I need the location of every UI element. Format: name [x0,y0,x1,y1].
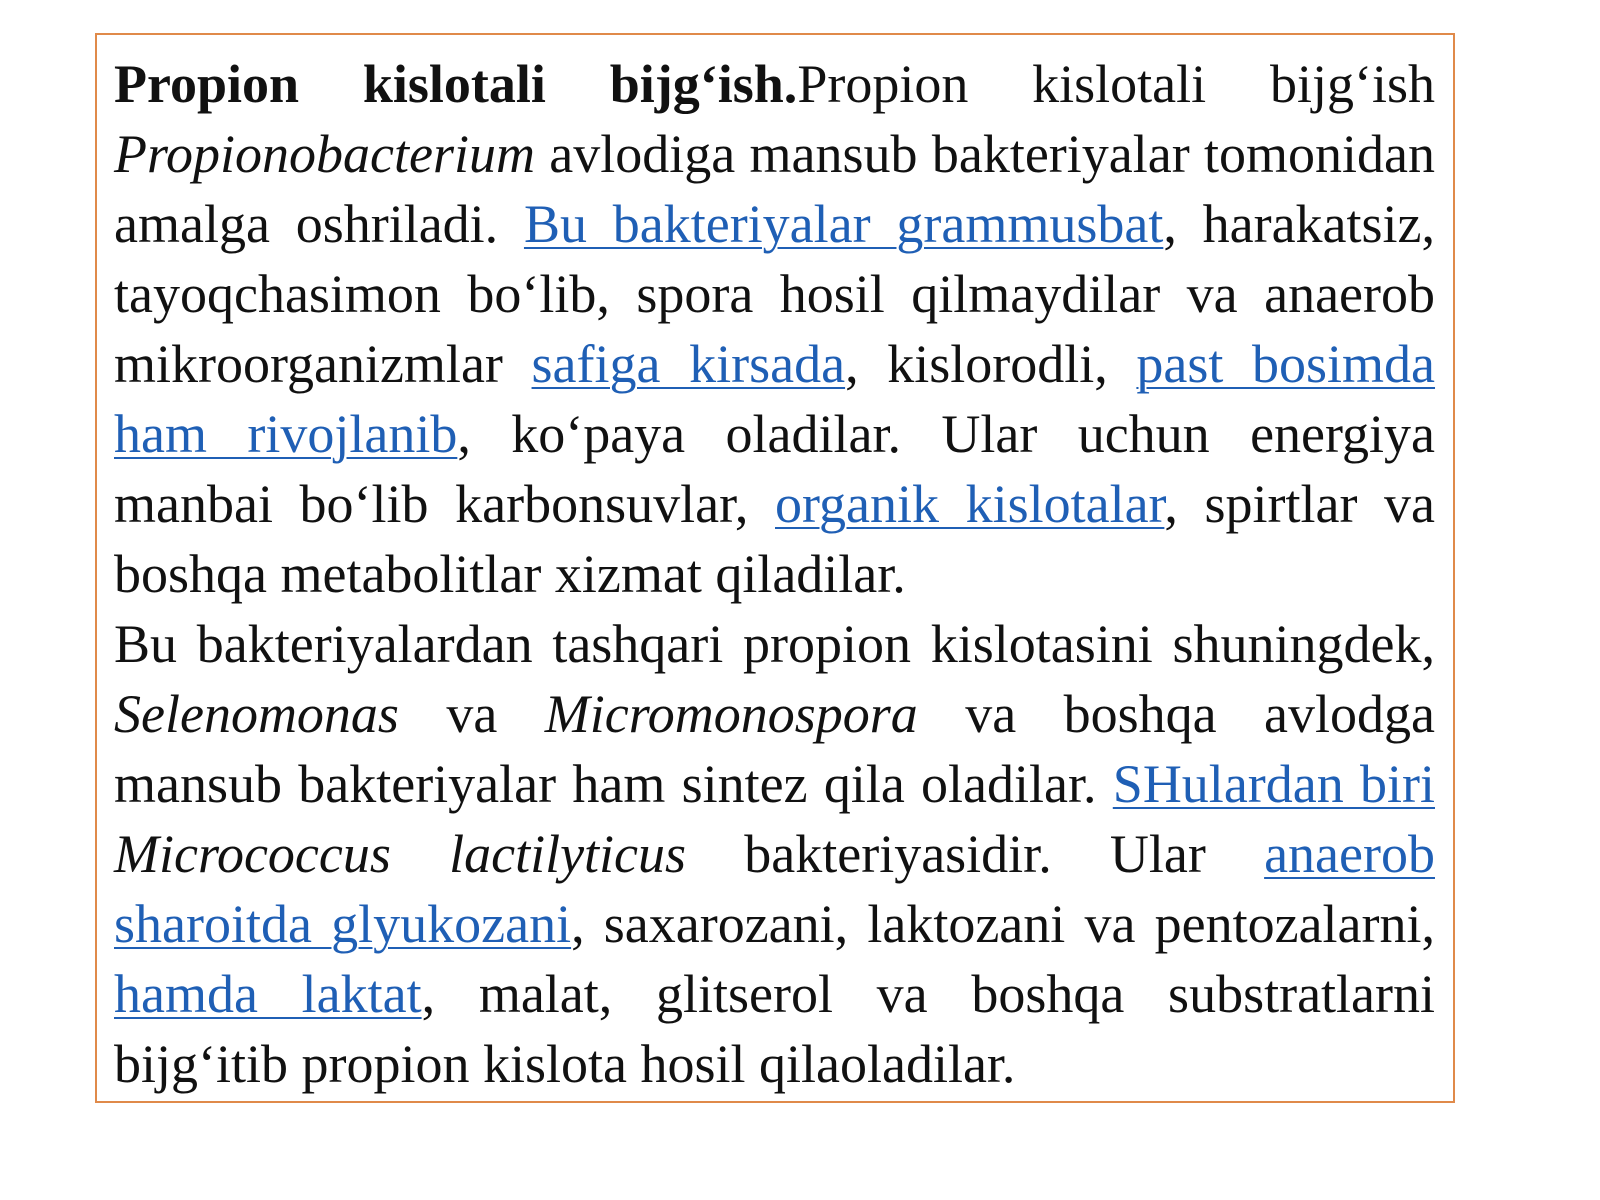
paragraph-1-text-2: avlodiga mansub bakteriyalar tomonidan amalga oshriladi. [114,124,1435,254]
paragraph-1 [114,49,1435,609]
paragraph-2-text-6: , malat, glitserol va boshqa substratlarni bijg‘itib propion kislota hosil qilaoladilar. [114,964,1436,1094]
link-safiga-kirsada[interactable]: safiga kirsada [531,334,846,394]
link-organik-kislotalar[interactable]: organik kislotalar [775,474,1165,534]
link-past-bosimda[interactable]: past bosimda ham rivojlanib [114,334,1436,464]
document-body [114,49,1435,1099]
link-hamda-laktat[interactable]: hamda laktat [114,964,422,1024]
paragraph-1-text-5: , ko‘paya oladilar. Ular uchun energiya manbai bo‘lib karbonsuvlar, [114,404,1435,534]
paragraph-2-text-5: , saxarozani, laktozani va pentozalarni, [571,894,1435,954]
section-heading: Propion kislotali bijg‘ish. [114,54,798,114]
link-anaerob-sharoitda[interactable]: anaerob sharoitda glyukozani [114,824,1435,954]
text-box [95,33,1455,1103]
paragraph-1-text-4: , kislorodli, [845,334,1137,394]
genus-selenomonas: Selenomonas [114,684,399,744]
paragraph-1-text-6: , spirtlar va boshqa metabolitlar xizmat qiladilar. [114,474,1436,604]
species-micrococcus: Micrococcus lactilyticus [114,824,687,884]
paragraph-2-text-1: Bu bakteriyalardan tashqari propion kislotasini shuningdek, [114,614,1435,674]
paragraph-2 [114,609,1435,1099]
link-grammusbat[interactable]: Bu bakteriyalar grammusbat [523,194,1164,254]
genus-micromonospora: Micromonospora [544,684,918,744]
genus-name: Propionobacterium [114,124,535,184]
paragraph-2-text-3: va boshqa avlodga mansub bakteriyalar ham sintez qila oladilar. [114,684,1435,814]
paragraph-1-text-1: Propion kislotali bijg‘ish [797,54,1435,114]
paragraph-2-text-2: va [398,684,545,744]
paragraph-2-text-4: bakteriyasidir. Ular [686,824,1265,884]
link-shulardan-biri[interactable]: SHulardan biri [1112,754,1435,814]
paragraph-1-text-3: , harakatsiz, tayoqchasimon bo‘lib, spora hosil qilmaydilar va anaerob mikroorganizmlar [114,194,1435,394]
